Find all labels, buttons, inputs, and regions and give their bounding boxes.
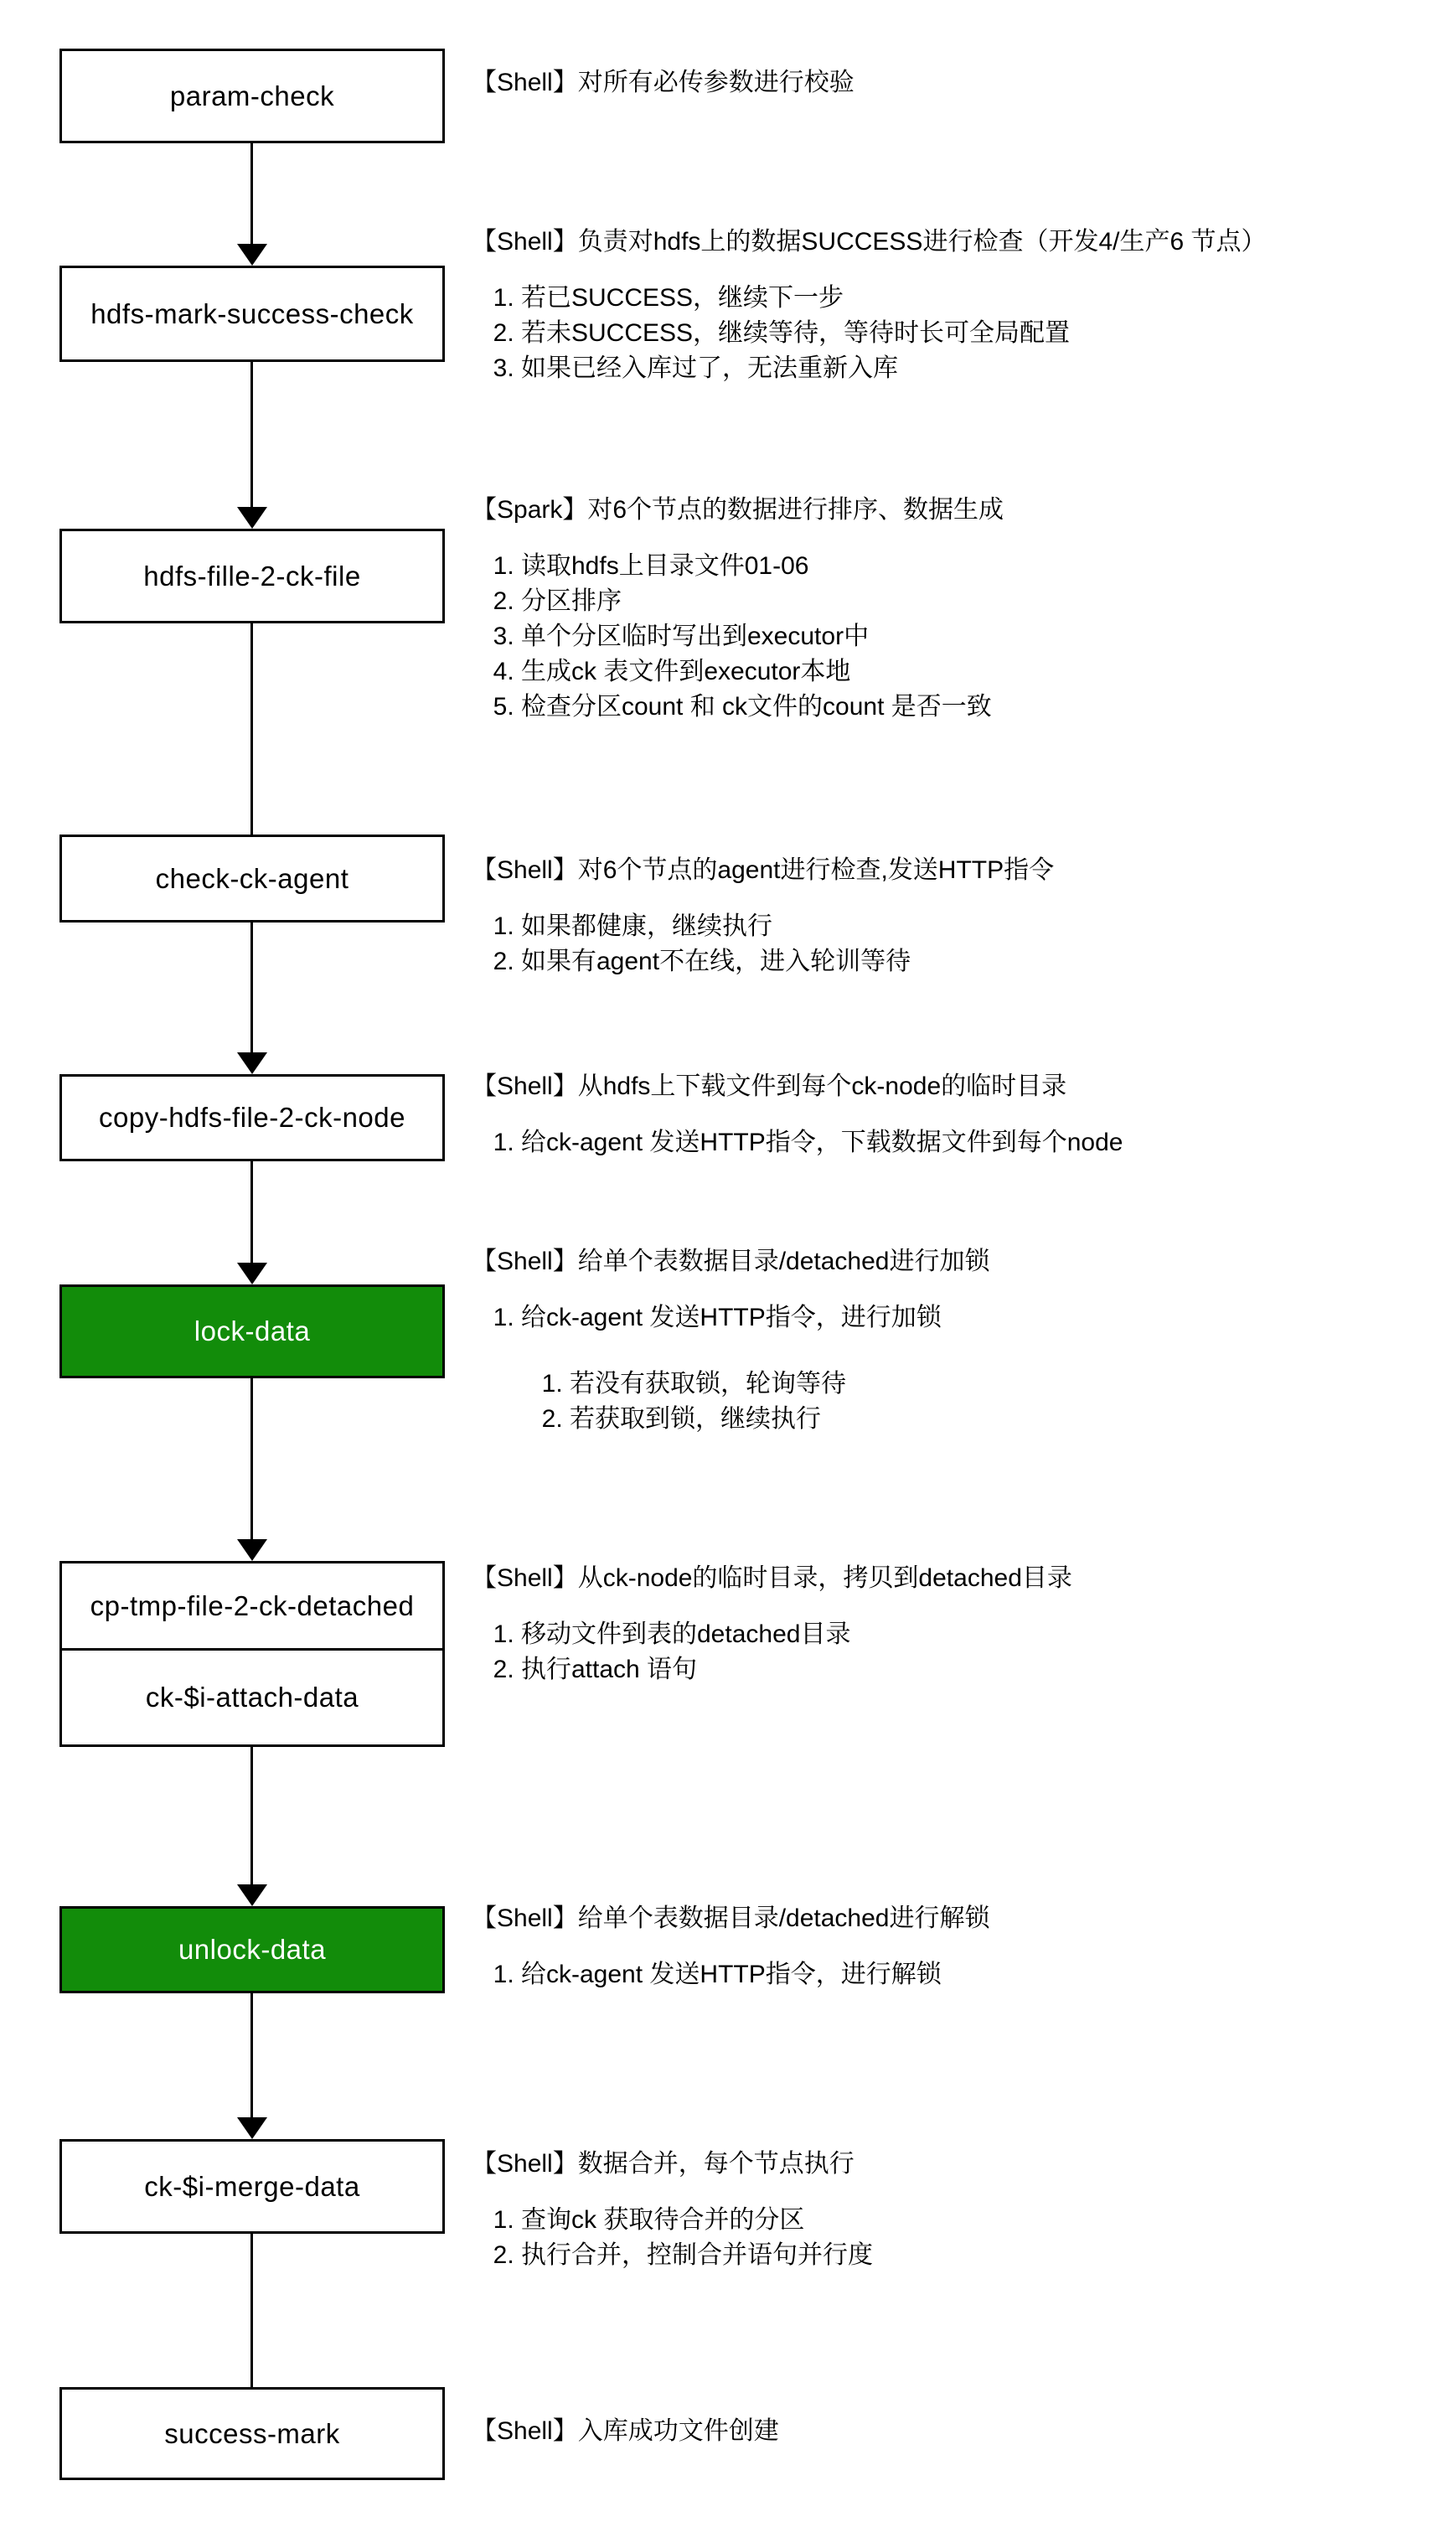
flow-node-label: copy-hdfs-file-2-ck-node [99,1102,405,1133]
annotation-step-6 [472,1244,1443,1437]
annotation-heading: 【Spark】对6个节点的数据进行排序、数据生成 [472,496,1004,524]
annotation-item-text: 检查分区count 和 ck文件的count 是否一致 [521,693,992,721]
annotation-step-7 [472,1561,1443,1687]
arrowhead-icon [237,2117,267,2139]
connector-line [250,1161,253,1268]
flow-node-hdfs-fille-2-ck-file [59,529,445,623]
annotation-list-item [521,281,1443,316]
connector-line [250,2234,253,2387]
annotation-item-text: 若已SUCCESS，继续下一步 [521,284,844,312]
connector-line [250,1378,253,1544]
annotation-list-item [521,1957,1443,1992]
annotation-heading: 【Shell】对所有必传参数进行校验 [472,69,854,96]
annotation-list [472,549,1443,725]
annotation-item-text: 给ck-agent 发送HTTP指令，进行解锁 [521,1961,942,1988]
annotation-heading: 【Shell】从ck-node的临时目录，拷贝到detached目录 [472,1564,1072,1592]
annotation-list-item [521,2238,1443,2273]
annotation-list-item [521,1125,1443,1160]
annotation-item-text: 如果已经入库过了，无法重新入库 [521,354,898,382]
flow-node-label: unlock-data [178,1934,327,1965]
connector-line [250,143,253,249]
annotation-step-9 [472,2147,1443,2273]
annotation-heading: 【Shell】给单个表数据目录/detached进行加锁 [472,1248,990,1275]
annotation-sublist [521,1367,1443,1437]
arrowhead-icon [237,1884,267,1906]
annotation-list-item [521,909,1443,944]
flow-node-label: hdfs-fille-2-ck-file [143,560,361,592]
connector-line [250,362,253,512]
annotation-list [472,281,1443,386]
annotation-item-text: 如果都健康，继续执行 [521,912,772,940]
annotation-list-item [521,316,1443,351]
annotation-item-text: 查询ck 获取待合并的分区 [521,2206,805,2234]
annotation-list-item [570,1402,1443,1437]
flow-node-copy-hdfs-file-2-ck-node [59,1074,445,1161]
annotation-step-8 [472,1901,1443,1992]
annotation-item-text: 执行attach 语句 [521,1656,698,1683]
flow-node-label: success-mark [164,2417,340,2449]
arrowhead-icon [237,244,267,266]
connector-line [250,1993,253,2122]
annotation-heading: 【Shell】从hdfs上下载文件到每个ck-node的临时目录 [472,1072,1067,1100]
annotation-item-text: 若获取到锁，继续执行 [570,1405,821,1433]
arrowhead-icon [237,1263,267,1284]
arrowhead-icon [237,507,267,529]
annotation-step-10 [472,2414,1443,2449]
annotation-item-text: 如果有agent不在线，进入轮训等待 [521,948,911,975]
annotation-heading: 【Shell】负责对hdfs上的数据SUCCESS进行检查（开发4/生产6 节点） [472,228,1267,256]
annotation-list-item [521,1300,1443,1437]
annotation-list-item [521,584,1443,619]
annotation-item-text: 执行合并，控制合并语句并行度 [521,2241,873,2269]
annotation-item-text: 分区排序 [521,587,622,615]
annotation-list-item [521,654,1443,690]
flow-node-ck-merge-data [59,2139,445,2234]
flow-node-cp-tmp-file-2-ck-detached [59,1561,445,1651]
flow-node-label: ck-$i-attach-data [145,1682,359,1713]
annotation-heading: 【Shell】数据合并，每个节点执行 [472,2150,854,2178]
annotation-list-item [521,619,1443,654]
flow-node-label: check-ck-agent [155,862,349,894]
annotation-item-text: 生成ck 表文件到executor本地 [521,658,851,685]
annotation-list-item [521,1617,1443,1652]
annotation-heading: 【Shell】给单个表数据目录/detached进行解锁 [472,1904,990,1932]
annotation-heading: 【Shell】入库成功文件创建 [472,2417,779,2445]
annotation-step-3 [472,493,1443,725]
annotation-step-1 [472,65,1443,101]
connector-line [250,1747,253,1889]
annotation-list [472,1617,1443,1687]
annotation-heading: 【Shell】对6个节点的agent进行检查,发送HTTP指令 [472,856,1055,884]
annotation-step-2 [472,225,1443,386]
annotation-list-item [570,1367,1443,1402]
flow-node-label: hdfs-mark-success-check [90,297,414,329]
flow-node-label: cp-tmp-file-2-ck-detached [90,1589,415,1621]
annotation-step-5 [472,1069,1443,1160]
annotation-item-text: 给ck-agent 发送HTTP指令，进行加锁 [521,1304,942,1331]
annotation-item-text: 给ck-agent 发送HTTP指令，下载数据文件到每个node [521,1129,1123,1156]
annotation-item-text: 读取hdfs上目录文件01-06 [521,552,809,580]
arrowhead-icon [237,1539,267,1561]
flow-node-param-check [59,49,445,143]
annotation-step-4 [472,853,1443,979]
flow-node-success-mark [59,2387,445,2480]
flow-node-unlock-data [59,1906,445,1993]
annotation-list [472,1125,1443,1160]
annotation-list [472,2203,1443,2273]
flow-node-label: lock-data [194,1315,311,1346]
arrowhead-icon [237,1052,267,1074]
flow-node-label: ck-$i-merge-data [144,2170,360,2202]
connector-line [250,922,253,1057]
flow-node-ck-attach-data [59,1648,445,1747]
annotation-item-text: 移动文件到表的detached目录 [521,1620,851,1648]
flow-node-hdfs-mark-success-check [59,266,445,362]
annotation-list-item [521,944,1443,979]
flow-node-check-ck-agent [59,835,445,922]
flow-node-label: param-check [169,80,335,111]
annotation-item-text: 单个分区临时写出到executor中 [521,623,870,650]
annotation-list-item [521,1652,1443,1687]
annotation-list [472,1957,1443,1992]
annotation-item-text: 若没有获取锁，轮询等待 [570,1370,846,1398]
annotation-list-item [521,549,1443,584]
annotation-list-item [521,351,1443,386]
annotation-item-text: 若未SUCCESS，继续等待，等待时长可全局配置 [521,319,1071,347]
annotation-list [472,909,1443,979]
connector-line [250,623,253,835]
flow-node-lock-data [59,1284,445,1378]
annotation-list [472,1300,1443,1437]
annotation-list-item [521,690,1443,725]
annotation-list-item [521,2203,1443,2238]
